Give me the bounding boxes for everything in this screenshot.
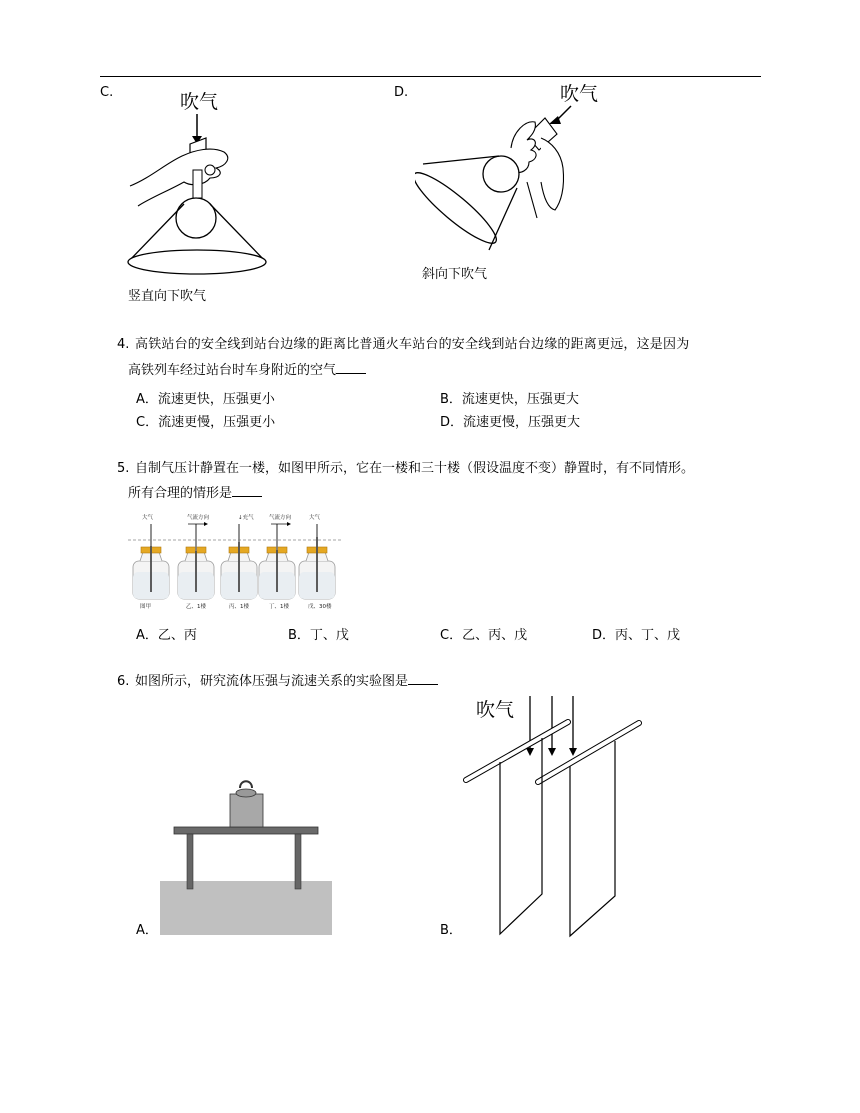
fig-bottom-label: 乙、1楼 (186, 604, 206, 610)
fig-top-label: 气流方向 (269, 515, 292, 521)
option-text: 乙、丙 (157, 628, 197, 643)
option-text: 流速更快，压强更小 (157, 392, 275, 407)
barometer-bottle (299, 524, 335, 599)
q3-option-c-caption: 竖直向下吹气 (128, 289, 207, 304)
q4-question-line2 (128, 359, 366, 383)
option-letter: A． (136, 628, 158, 643)
top-rule (100, 76, 761, 77)
barometer-bottle (221, 524, 257, 599)
option-text: 流速更慢，压强更小 (158, 415, 276, 430)
barometer-bottle (133, 524, 169, 599)
q3-option-d-caption: 斜向下吹气 (422, 267, 488, 282)
q5-option-b[interactable] (288, 624, 349, 643)
blow-label: 吹气 (476, 699, 515, 721)
answer-blank[interactable] (232, 484, 262, 497)
option-letter: B． (288, 628, 310, 643)
q4-number: 4. (117, 337, 130, 352)
q4-option-c[interactable] (136, 411, 275, 430)
fig-top-label: ↓充气 (238, 515, 254, 521)
blow-label: 吹气 (180, 91, 219, 113)
q4-option-b[interactable] (440, 388, 579, 407)
option-letter: C． (440, 628, 463, 643)
q3-option-d-letter[interactable]: D. (394, 85, 409, 100)
q6-option-a-letter[interactable]: A． (136, 923, 158, 938)
q4-option-a[interactable] (136, 388, 275, 407)
option-letter: D． (440, 415, 464, 430)
q4-question-line1: 高铁站台的安全线到站台边缘的距离比普通火车站台的安全线到站台边缘的距离更远，这是因为 (135, 337, 690, 352)
option-text: 流速更慢，压强更大 (463, 415, 581, 430)
q5-option-c[interactable] (440, 624, 527, 643)
q5-barometer-figure (128, 506, 348, 614)
fig-bottom-label: 戊、30楼 (308, 604, 332, 610)
answer-blank[interactable] (336, 361, 366, 374)
fig-bottom-label: 丁、1楼 (269, 604, 289, 610)
q5-question-text: 所有合理的情形是 (128, 486, 233, 501)
fig-bottom-label: 丙、1楼 (229, 604, 249, 610)
q5-question-line2 (128, 482, 262, 506)
option-text: 乙、丙、戊 (462, 628, 528, 643)
barometer-bottle (178, 524, 214, 599)
q6-number: 6. (117, 674, 130, 689)
q6-question-text: 如图所示，研究流体压强与流速关系的实验图是 (135, 674, 409, 689)
option-text: 丁、戊 (309, 628, 349, 643)
q3-option-c-figure (120, 86, 280, 286)
q6-question (135, 670, 438, 694)
option-letter: C． (136, 415, 159, 430)
q6-option-b-letter[interactable]: B． (440, 923, 462, 938)
fig-bottom-label: 图甲 (140, 604, 152, 610)
fig-top-label: 大气 (142, 515, 154, 521)
q4-option-d[interactable] (440, 411, 580, 430)
fig-top-label: 气流方向 (187, 515, 210, 521)
q5-option-a[interactable] (136, 624, 197, 643)
q5-option-d[interactable] (592, 624, 680, 643)
blow-label: 吹气 (560, 83, 599, 105)
q6-option-b-figure (458, 692, 648, 940)
q6-option-a-figure (158, 776, 334, 936)
q3-option-d-figure (415, 78, 615, 268)
q4-question-text: 高铁列车经过站台时车身附近的空气 (128, 363, 337, 378)
option-letter: B． (440, 392, 462, 407)
fig-top-label: 大气 (309, 515, 321, 521)
option-text: 流速更快，压强更大 (461, 392, 579, 407)
q5-number: 5. (117, 461, 130, 476)
q3-option-c-letter[interactable]: C. (100, 85, 114, 100)
barometer-bottle (259, 524, 295, 599)
option-letter: A． (136, 392, 158, 407)
option-text: 丙、丁、戊 (615, 628, 681, 643)
answer-blank[interactable] (408, 672, 438, 685)
option-letter: D． (592, 628, 616, 643)
q5-question-line1: 自制气压计静置在一楼，如图甲所示，它在一楼和三十楼（假设温度不变）静置时，有不同情形。 (135, 461, 695, 476)
